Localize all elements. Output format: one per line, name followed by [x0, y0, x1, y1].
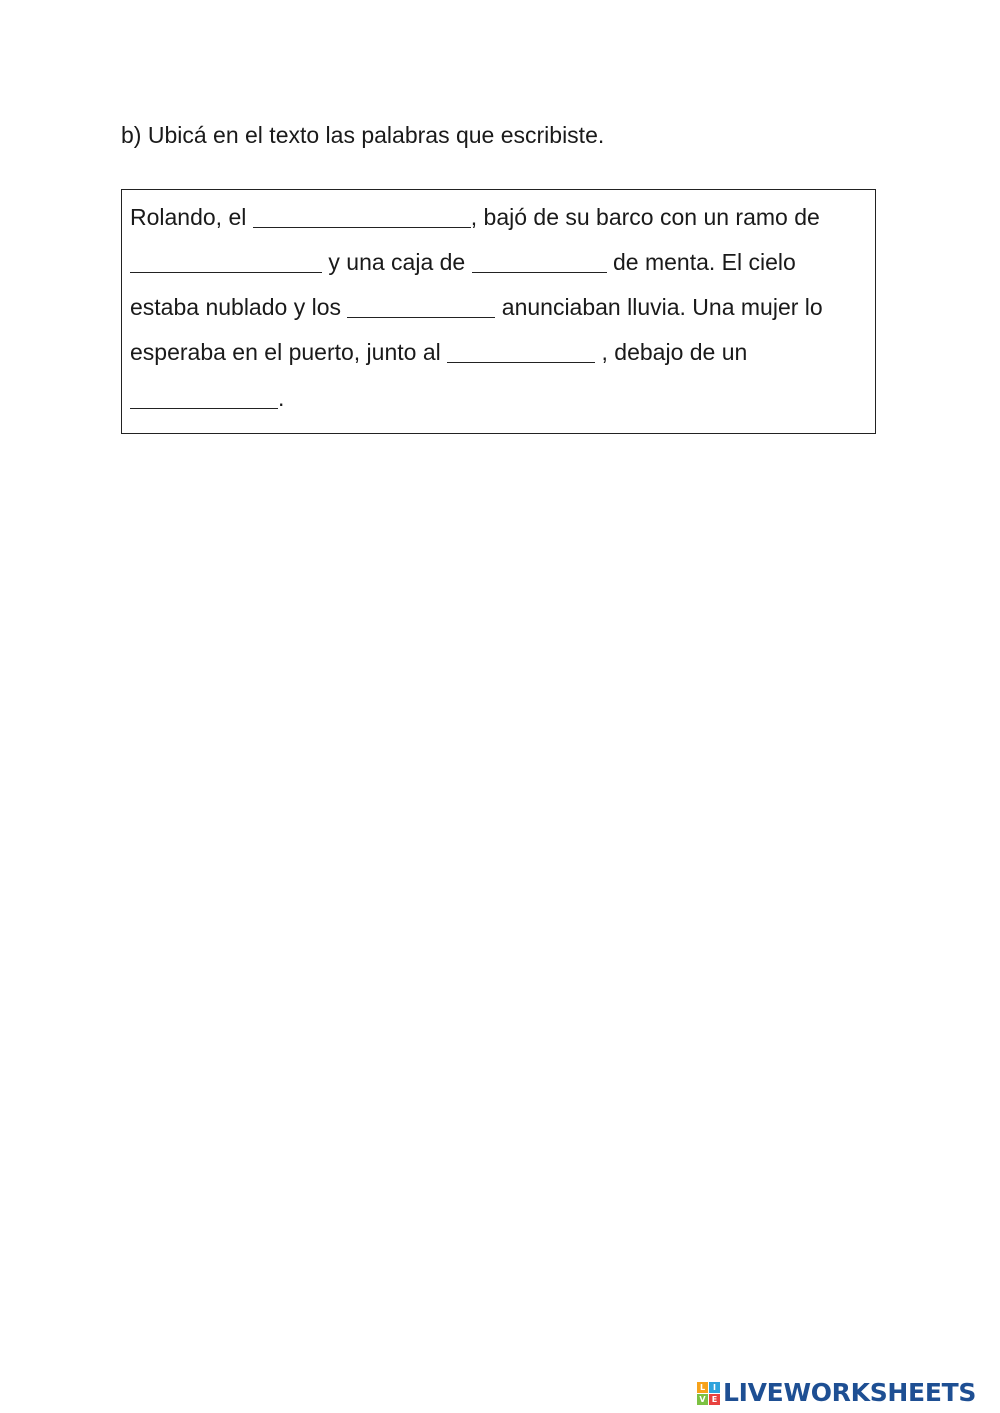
paragraph-line-3 — [130, 292, 823, 322]
line4-start: esperaba en el puerto, junto al — [130, 339, 448, 365]
line4-end: , debajo de un — [595, 339, 748, 365]
line5-end: . — [278, 385, 285, 411]
line1-end: , bajó de su barco con un ramo de — [470, 204, 820, 230]
logo-square-l: L — [697, 1382, 708, 1393]
logo-square-v: V — [697, 1394, 708, 1405]
blank-4[interactable] — [347, 316, 495, 318]
line2-mid: y una caja de — [322, 249, 472, 275]
paragraph-line-4 — [130, 337, 747, 367]
paragraph-line-1 — [130, 202, 820, 232]
line1-start: Rolando, el — [130, 204, 253, 230]
line2-end: de menta. El cielo — [606, 249, 796, 275]
paragraph-line-5 — [130, 383, 284, 413]
blank-5[interactable] — [447, 361, 595, 363]
logo-square-i: I — [709, 1382, 720, 1393]
blank-6[interactable] — [130, 407, 278, 409]
logo-text: LIVEWORKSHEETS — [723, 1378, 977, 1407]
fill-in-paragraph-box — [121, 189, 876, 434]
paragraph-line-2 — [130, 247, 796, 277]
liveworksheets-logo — [697, 1378, 976, 1408]
blank-1[interactable] — [253, 226, 471, 228]
line3-end: anunciaban lluvia. Una mujer lo — [495, 294, 823, 320]
logo-square-e: E — [709, 1394, 720, 1405]
blank-3[interactable] — [472, 271, 607, 273]
line3-start: estaba nublado y los — [130, 294, 348, 320]
blank-2[interactable] — [130, 271, 322, 273]
instruction-text: b) Ubicá en el texto las palabras que escribiste. — [121, 122, 605, 148]
logo-mark-icon — [697, 1382, 720, 1405]
